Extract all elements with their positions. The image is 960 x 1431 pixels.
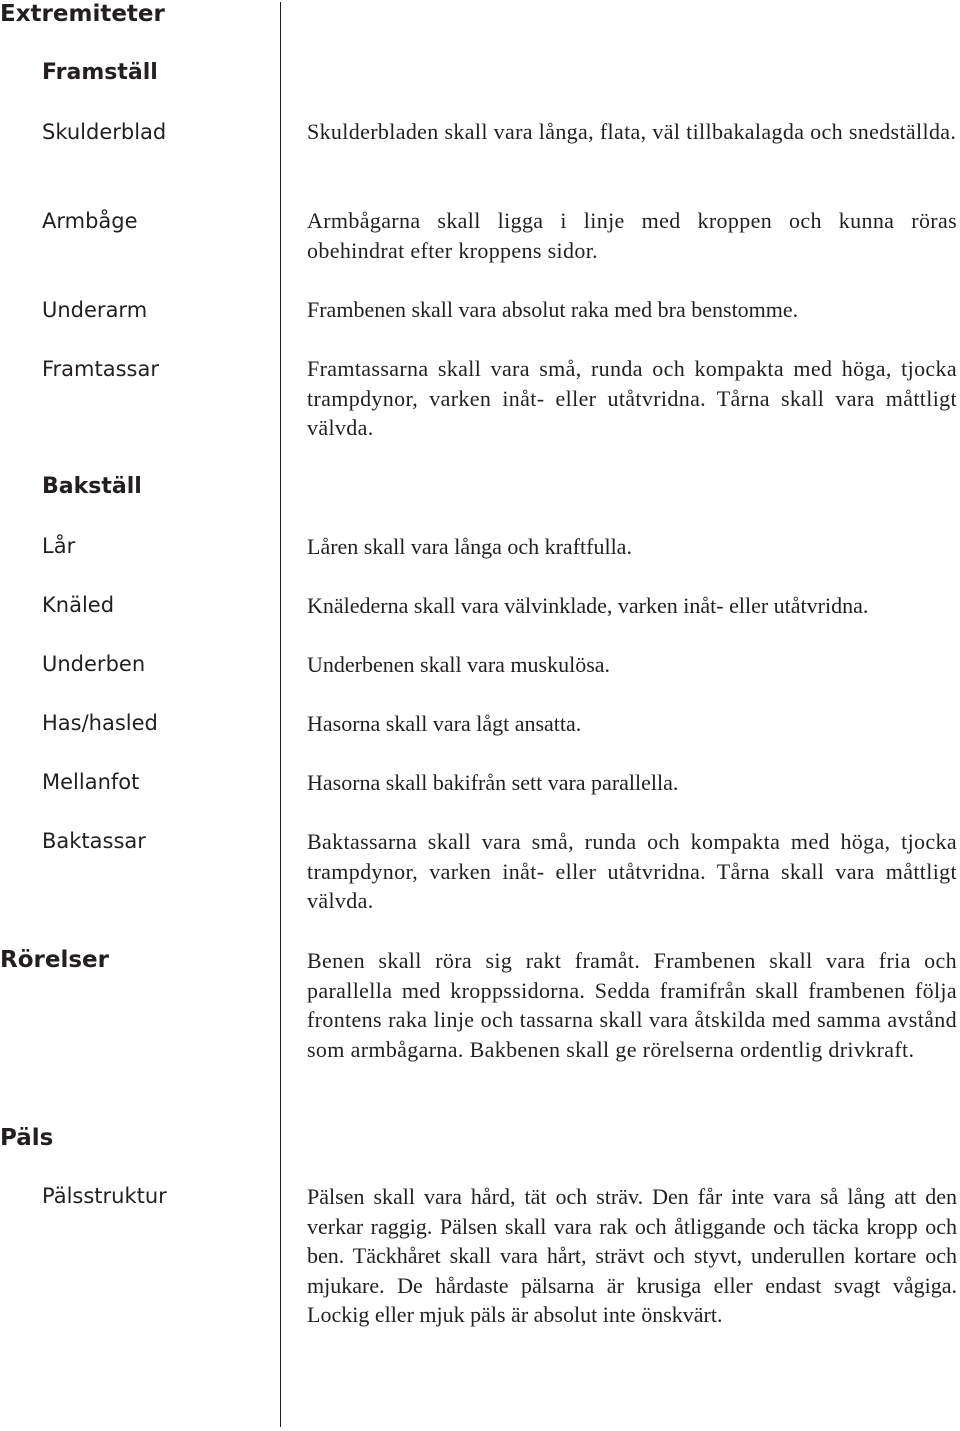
term-has-hasled: Has/hasled	[42, 711, 158, 735]
desc-has-hasled: Hasorna skall vara lågt ansatta.	[307, 711, 582, 736]
desc-skulderblad: Skulderbladen skall vara långa, flata, väl tillbakalagda och snedställda.	[307, 119, 957, 144]
term-lar: Lår	[42, 534, 76, 558]
subheading-framstall: Framställ	[42, 60, 158, 85]
section-heading-pals: Päls	[0, 1125, 54, 1151]
term-underarm: Underarm	[42, 298, 148, 322]
desc-framtassar: Framtassarna skall vara små, runda och kompakta med höga, tjocka trampdynor, varken inåt- eller utåtvridna. Tårna skall vara måttligt välvda.	[307, 356, 957, 441]
desc-mellanfot: Hasorna skall bakifrån sett vara parallella.	[307, 770, 679, 795]
desc-baktassar: Baktassarna skall vara små, runda och kompakta med höga, tjocka trampdynor, varken inåt- eller utåtvridna. Tårna skall vara måttligt välvda.	[307, 829, 957, 914]
desc-rorelser: Benen skall röra sig rakt framåt. Frambenen skall vara fria och parallella med kroppssidorna. Sedda framifrån skall frambenen följa frontens raka linje och tassarna skall vara åtskilda med samma avstånd som armbågarna. Bakbenen skall ge rörelserna ordentlig drivkraft.	[307, 948, 957, 1062]
term-palsstruktur: Pälsstruktur	[42, 1184, 167, 1208]
term-skulderblad: Skulderblad	[42, 120, 167, 144]
desc-knaled: Knälederna skall vara välvinklade, varken inåt- eller utåtvridna.	[307, 593, 869, 618]
term-baktassar: Baktassar	[42, 829, 146, 853]
subheading-bakstall: Bakställ	[42, 474, 142, 499]
term-framtassar: Framtassar	[42, 357, 159, 381]
desc-underben: Underbenen skall vara muskulösa.	[307, 652, 611, 677]
column-divider	[280, 2, 281, 1427]
desc-underarm: Frambenen skall vara absolut raka med bra benstomme.	[307, 297, 799, 322]
desc-palsstruktur: Pälsen skall vara hård, tät och sträv. Den får inte vara så lång att den verkar raggig. Pälsen skall vara rak och åtliggande och täcka kropp och ben. Täckhåret skall vara hårt, strävt och styvt, underullen kortare och mjukare. De hårdaste pälsarna är krusiga eller endast svagt vågiga. Lockig eller mjuk päls är absolut inte önskvärt.	[307, 1184, 957, 1328]
term-mellanfot: Mellanfot	[42, 770, 140, 794]
term-underben: Underben	[42, 652, 146, 676]
desc-lar: Låren skall vara långa och kraftfulla.	[307, 534, 632, 559]
section-heading-rorelser: Rörelser	[0, 947, 109, 973]
section-heading-extremiteter: Extremiteter	[0, 1, 165, 27]
desc-armbage: Armbågarna skall ligga i linje med kroppen och kunna röras obehindrat efter kroppens sidor.	[307, 208, 957, 263]
term-armbage: Armbåge	[42, 209, 138, 233]
term-knaled: Knäled	[42, 593, 115, 617]
